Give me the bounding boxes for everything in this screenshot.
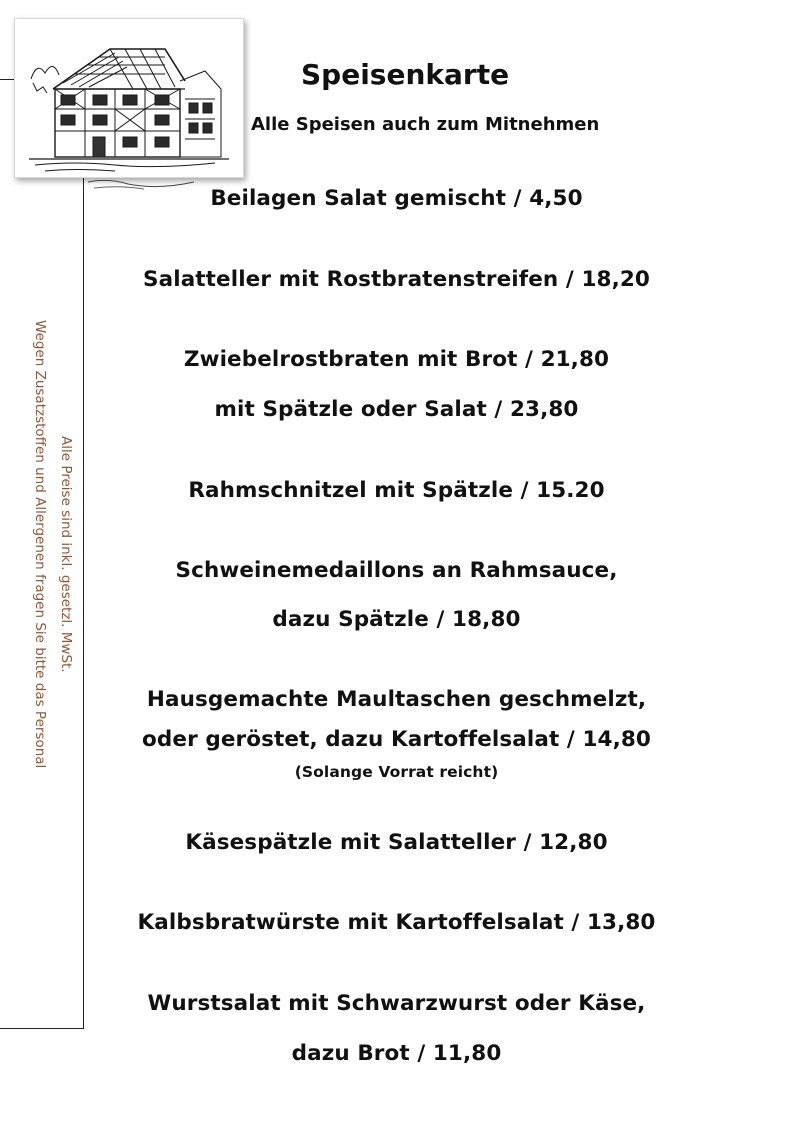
menu-item: Beilagen Salat gemischt / 4,50 <box>210 186 583 211</box>
menu-item: Hausgemachte Maultaschen geschmelzt, <box>146 687 647 712</box>
frame-vertical-line <box>83 177 84 1029</box>
house-sketch-icon <box>14 18 244 178</box>
menu-item: Käsespätzle mit Salatteller / 12,80 <box>185 830 608 855</box>
menu-item-continuation: oder geröstet, dazu Kartoffelsalat / 14,80 <box>142 727 651 752</box>
menu-item-note: (Solange Vorrat reicht) <box>294 763 499 781</box>
page-title: Speisenkarte <box>301 58 510 91</box>
allergen-note: Wegen Zusatzstoffen und Allergenen fragen Sie bitte das Personal <box>32 320 48 769</box>
menu-item-continuation: dazu Spätzle / 18,80 <box>272 607 521 632</box>
vat-note: Alle Preise sind inkl. gesetzl. MwSt. <box>58 436 74 673</box>
menu-item: Schweinemedaillons an Rahmsauce, <box>175 558 618 583</box>
menu-item-continuation: dazu Brot / 11,80 <box>291 1041 502 1066</box>
page-subtitle: Alle Speisen auch zum Mitnehmen <box>251 114 600 135</box>
menu-item: Salatteller mit Rostbratenstreifen / 18,20 <box>143 267 650 292</box>
menu-item: Rahmschnitzel mit Spätzle / 15.20 <box>188 478 605 503</box>
menu-item-continuation: mit Spätzle oder Salat / 23,80 <box>214 397 579 422</box>
frame-top-line <box>0 79 14 80</box>
menu-item: Zwiebelrostbraten mit Brot / 21,80 <box>183 347 610 372</box>
frame-bottom-line <box>0 1028 84 1029</box>
menu-item: Kalbsbratwürste mit Kartoffelsalat / 13,80 <box>137 910 656 935</box>
menu-item: Wurstsalat mit Schwarzwurst oder Käse, <box>147 991 646 1016</box>
